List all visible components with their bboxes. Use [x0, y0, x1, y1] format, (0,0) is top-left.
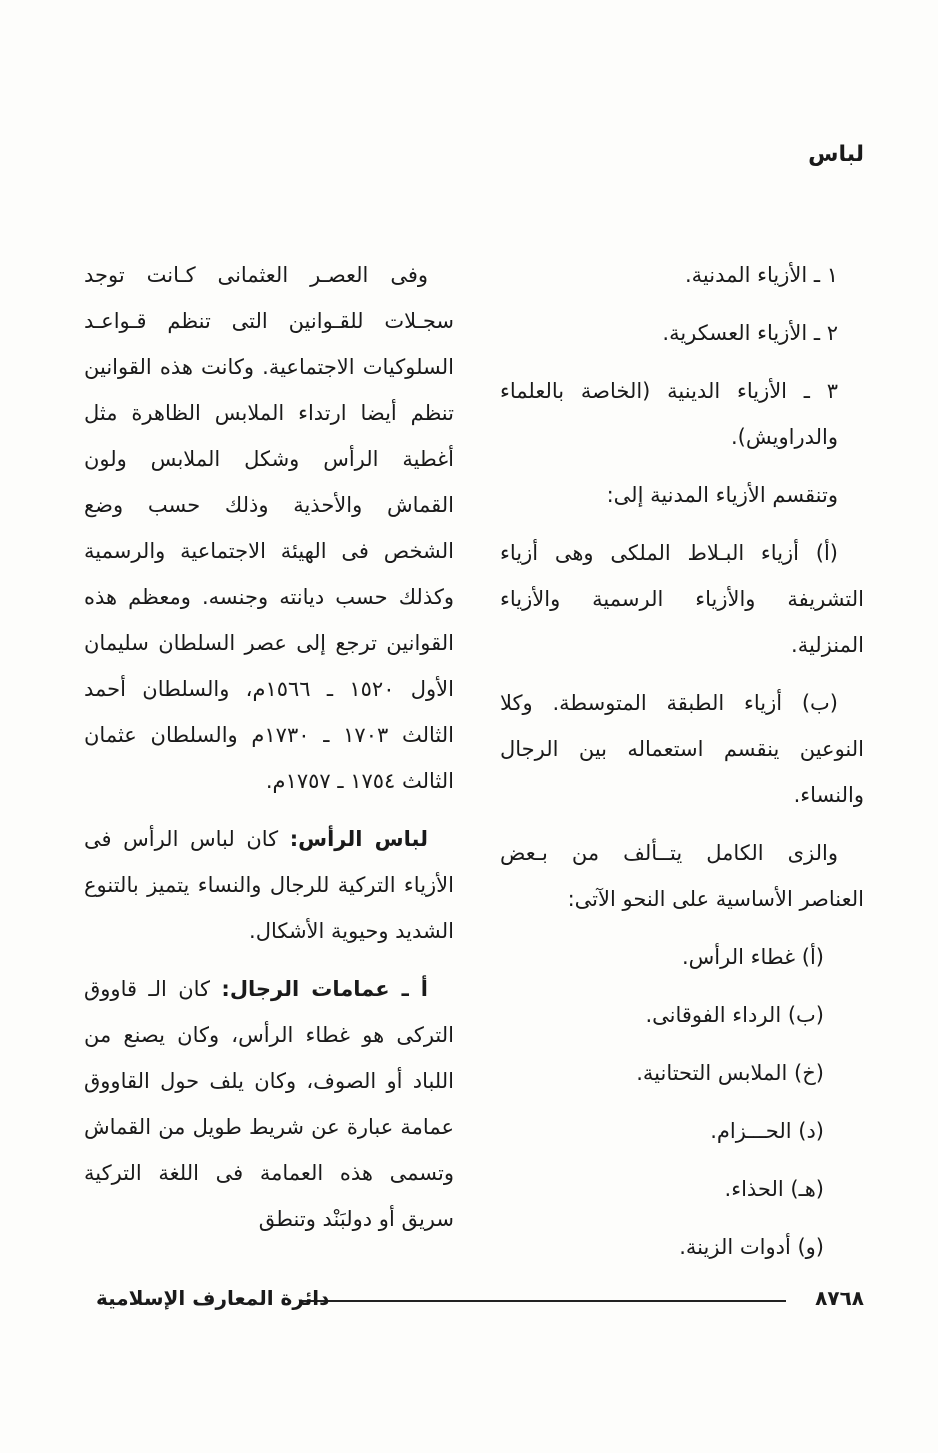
- headwear-body: كان لباس الرأس فى الأزياء التركية للرجال والنساء يتميز بالتنوع الشديد وحيوية الأشكال.: [84, 827, 454, 943]
- turbans-body: كان الـ قاووق التركى هو غطاء الرأس، وكان يصنع من اللباد أو الصوف، وكان يلف حول القاووق عمامة عبارة عن شريط طويل من القماش وتسمى هذه العمامة فى اللغة التركية سريق أو دولبَنْد وتنطق: [84, 977, 454, 1231]
- element-accessories: (و) أدوات الزينة.: [679, 1235, 824, 1259]
- right-column: [500, 252, 864, 1282]
- turbans-heading: أ ـ عمامات الرجال:: [221, 977, 428, 1001]
- element-undergarments: (خ) الملابس التحتانية.: [636, 1061, 824, 1085]
- page-footer: [96, 1286, 864, 1318]
- list-item-military: ٢ ـ الأزياء العسكرية.: [662, 321, 838, 345]
- ottoman-paragraph: وفى العصـر العثمانى كـانت توجد سجـلات للقـوانين التى تنظم قـواعـد السلوكيات الاجتماعية. وكانت هذه القوانين تنظم أيضا ارتداء الملابس الظاهرة مثل أغطية الرأس وشكل الملابس ولون القماش والأحذية وذلك حسب وضع الشخص فى الهيئة الاجتماعية والرسمية وكذلك حسب ديانته وجنسه. ومعظم هذه القوانين ترجع إلى عصر السلطان سليمان الأول ١٥٢٠ ـ ١٥٦٦م، والسلطان أحمد الثالث ١٧٠٣ ـ ١٧٣٠م والسلطان عثمان الثالث ١٧٥٤ ـ ١٧٥٧م.: [84, 263, 454, 793]
- sub-item-court-dress: (أ) أزياء البـلاط الملكى وهى أزياء التشريفة والأزياء الرسمية والأزياء المنزلية.: [500, 541, 864, 657]
- footer-divider: [302, 1300, 786, 1302]
- left-column: [84, 252, 454, 1254]
- element-belt: (د) الحـــزام.: [710, 1119, 824, 1143]
- turbans-paragraph: [84, 966, 454, 1242]
- page-number: ٨٧٦٨: [815, 1286, 864, 1310]
- running-title: لباس: [808, 142, 864, 167]
- headwear-heading: لباس الرأس:: [289, 827, 428, 851]
- full-dress-intro: والزى الكامل يتــألف من بـعض العناصر الأساسية على النحو الآتى:: [500, 841, 864, 911]
- sub-item-middle-class: (ب) أزياء الطبقة المتوسطة. وكلا النوعين ينقسم استعماله بين الرجال والنساء.: [500, 691, 864, 807]
- element-headwear: (أ) غطاء الرأس.: [681, 945, 824, 969]
- publication-title: دائرة المعارف الإسلامية: [96, 1286, 330, 1310]
- list-item-civil: ١ ـ الأزياء المدنية.: [684, 263, 838, 287]
- headwear-paragraph: [84, 816, 454, 954]
- list-item-religious: ٣ ـ الأزياء الدينية (الخاصة بالعلماء والدراويش).: [500, 379, 838, 449]
- civil-intro-paragraph: وتنقسم الأزياء المدنية إلى:: [606, 483, 838, 507]
- element-outer-robe: (ب) الرداء الفوقانى.: [645, 1003, 824, 1027]
- element-shoes: (هـ) الحذاء.: [724, 1177, 824, 1201]
